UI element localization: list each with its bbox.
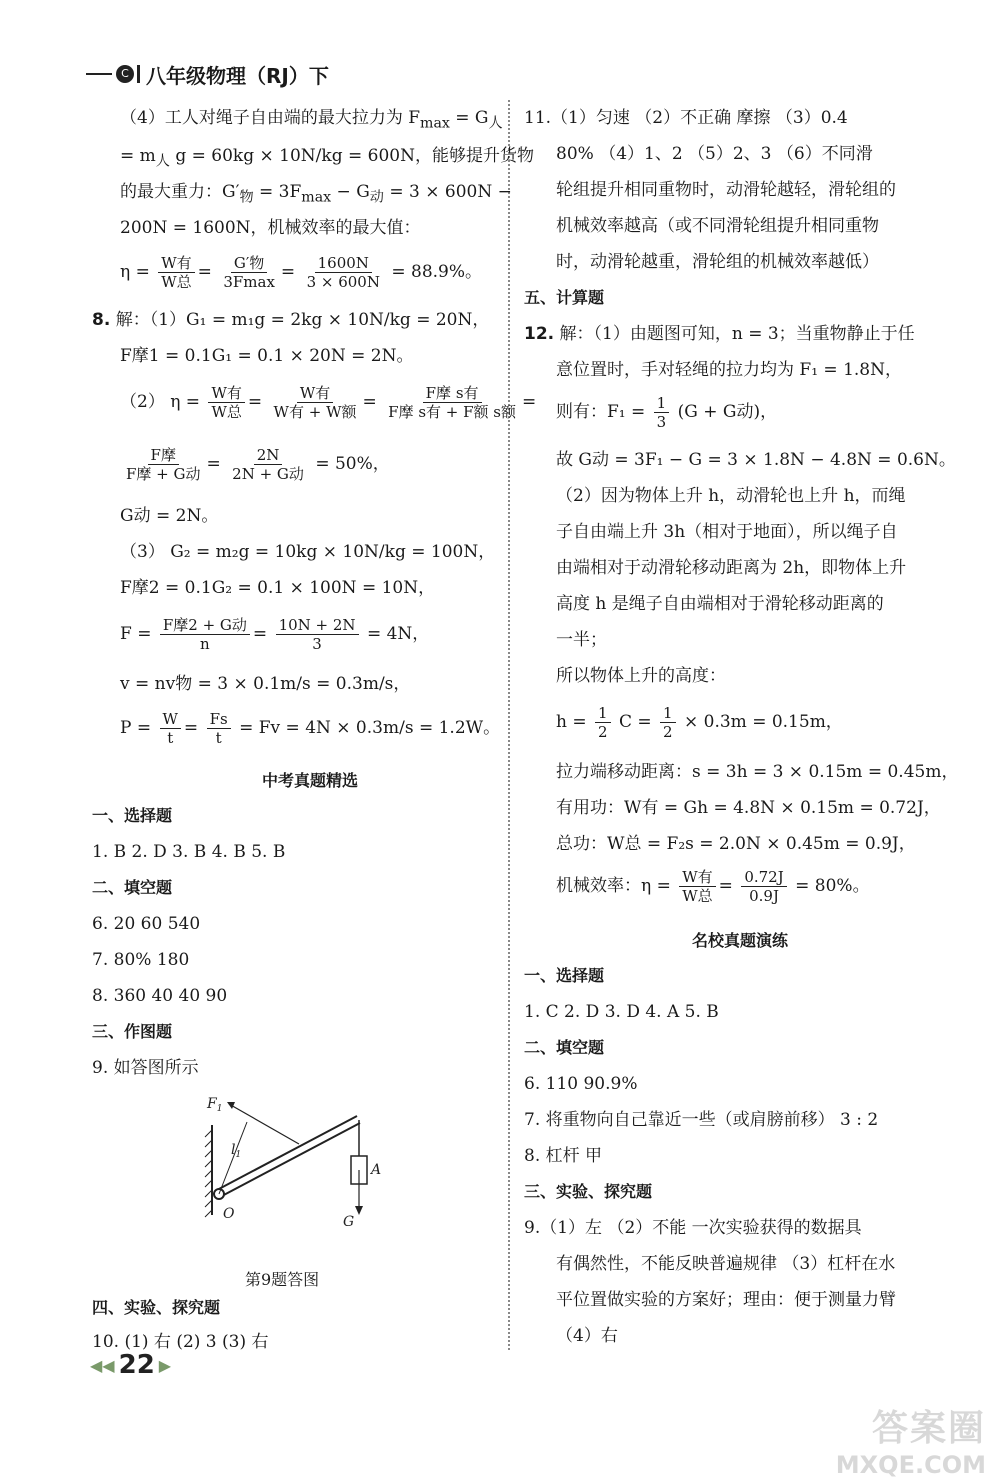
q8-line-1: 8. 解：（1）G₁ = m₁g = 2kg × 10N/kg = 20N，	[92, 310, 490, 330]
q8-line-9: v = nv物 = 3 × 0.1m/s = 0.3m/s，	[120, 674, 411, 694]
q12-line-8: 高度 h 是绳子自由端相对于滑轮移动距离的	[556, 594, 884, 614]
q12-line-1: 12. 解：（1）由题图可知，n = 3；当重物静止于任	[524, 324, 915, 344]
mx-answer-9-line-3: 平位置做实验的方案好；理由：便于测量力臂	[556, 1290, 896, 1310]
q7-line-3: 的最大重力：$G'_物 = 3F_{max} - G_动 = 3 \times 600N$ −	[120, 182, 512, 206]
q11-line-2: 80% （4）1、2 （5）2、3 （6）不同滑	[556, 144, 873, 164]
q12-line-7: 由端相对于动滑轮移动距离为 2h，即物体上升	[556, 558, 907, 578]
q8-line-10: P = $\frac{W}{t}$ = $\frac{Fs}{t}$ = Fv = 4N × 0.3m/s = 1.2W。	[120, 710, 501, 747]
q12-line-10: 所以物体上升的高度：	[556, 666, 726, 686]
mx-answer-9-line-4: （4）右	[556, 1326, 618, 1346]
q12-line-3: 则有：F₁ = $\frac{1}{3}$ (G + G动)，	[556, 394, 778, 431]
mx-section-fill: 二、填空题	[524, 1038, 605, 1057]
book-logo-icon: C	[116, 65, 134, 83]
q12-line-2: 意位置时，手对轻绳的拉力均为 F₁ = 1.8N，	[556, 360, 902, 380]
page-number: ◀◀ 22 ▶	[90, 1350, 172, 1380]
arrow-left-icon: ◀◀	[90, 1355, 115, 1375]
label-l1: $l_1$	[231, 1142, 242, 1160]
zk-section-fill: 二、填空题	[92, 878, 173, 897]
q12-line-5: （2）因为物体上升 h，动滑轮也上升 h，而绳	[556, 486, 906, 506]
zk-answer-choice: 1. B 2. D 3. B 4. B 5. B	[92, 842, 286, 862]
section-title-mingxiao: 名校真题演练	[691, 931, 788, 950]
mx-answer-choice: 1. C 2. D 3. D 4. A 5. B	[524, 1002, 719, 1022]
zk-section-experiment: 四、实验、探究题	[92, 1298, 221, 1317]
q12-line-6: 子自由端上升 3h（相对于地面），所以绳子自	[556, 522, 898, 542]
q8-line-8: F = $\frac{\text{F摩2 + G动}}{n}$ = $\frac{10N + 2N}{3}$ = 4N，	[120, 616, 430, 653]
mx-answer-8: 8. 杠杆 甲	[524, 1146, 603, 1166]
q7-line-4: 200N = 1600N，机械效率的最大值：	[120, 218, 421, 238]
page-header	[86, 58, 329, 90]
q8-line-6: （3） G₂ = m₂g = 10kg × 10N/kg = 100N，	[120, 542, 496, 562]
zk-answer-6: 6. 20 60 540	[92, 914, 201, 934]
q12-line-13: 有用功：W有 = Gh = 4.8N × 0.15m = 0.72J，	[556, 798, 941, 818]
mx-section-choice: 一、选择题	[524, 966, 605, 985]
q11-line-1: 11.（1）匀速 （2）不正确 摩擦 （3）0.4	[524, 108, 848, 128]
mx-answer-7: 7. 将重物向自己靠近一些（或肩膀前移） 3 : 2	[524, 1110, 879, 1130]
zk-section-drawing: 三、作图题	[92, 1022, 173, 1041]
q12-line-4: 故 G动 = 3F₁ − G = 3 × 1.8N − 4.8N = 0.6N。	[556, 450, 956, 470]
zk-answer-7: 7. 80% 180	[92, 950, 190, 970]
q12-line-12: 拉力端移动距离：s = 3h = 3 × 0.15m = 0.45m，	[556, 762, 959, 782]
q8-line-5: G动 = 2N。	[120, 506, 219, 526]
q12-line-15: 机械效率：η = $\frac{\text{W有}}{\text{W总}}$ = $\frac{0.72J}{0.9J}$ = 80%。	[556, 868, 870, 905]
zk-answer-9: 9. 如答图所示	[92, 1058, 199, 1078]
q12-line-9: 一半；	[556, 630, 607, 650]
mx-section-experiment: 三、实验、探究题	[524, 1182, 653, 1201]
watermark: 答案圈 MXQE.COM	[835, 1408, 986, 1479]
q11-line-3: 轮组提升相同重物时，动滑轮越轻，滑轮组的	[556, 180, 896, 200]
column-divider	[508, 100, 510, 1350]
q7-line-2: = $m_人$ g = 60kg × 10N/kg = 600N，能够提升货物	[120, 146, 534, 170]
q7-line-1: （4）工人对绳子自由端的最大拉力为 $F_{max} = G_人$	[120, 108, 503, 132]
section-title-zhongkao: 中考真题精选	[261, 771, 358, 790]
book-title: 八年级物理（RJ）下	[146, 63, 329, 88]
label-f1: $F_1$	[207, 1096, 223, 1114]
q8-line-2: F摩1 = 0.1G₁ = 0.1 × 20N = 2N。	[120, 346, 414, 366]
zk-section-choice: 一、选择题	[92, 806, 173, 825]
mx-answer-9-line-2: 有偶然性，不能反映普遍规律 （3）杠杆在水	[556, 1254, 896, 1274]
q7-efficiency-formula: η = $\frac{\text{W有}}{\text{W总}}$ = $\frac{\text{G′物}}{3Fmax}$ = $\frac{1600N}{3 \times 600N}$ = 88.9%。	[120, 254, 483, 291]
label-o: O	[223, 1206, 235, 1222]
section-calc: 五、计算题	[524, 288, 605, 307]
q8-line-7: F摩2 = 0.1G₂ = 0.1 × 100N = 10N，	[120, 578, 436, 598]
q11-line-5: 时，动滑轮越重，滑轮组的机械效率越低）	[556, 252, 879, 272]
mx-answer-9-line-1: 9.（1）左 （2）不能 一次实验获得的数据具	[524, 1218, 862, 1238]
header-dash	[86, 73, 112, 75]
mx-answer-6: 6. 110 90.9%	[524, 1074, 638, 1094]
label-g: G	[343, 1214, 355, 1230]
arrow-right-icon: ▶	[158, 1355, 172, 1375]
q8-line-3: （2） η = $\frac{\text{W有}}{\text{W总}}$ = $\frac{\text{W有}}{\text{W有 + W额}}$ = $\frac{\text{F摩 s有}}{\text{F摩 s有 + F额 s额}}$ =	[120, 384, 537, 421]
zk-answer-10: 10. (1) 右 (2) 3 (3) 右	[92, 1332, 269, 1352]
q11-line-4: 机械效率越高（或不同滑轮组提升相同重物	[556, 216, 879, 236]
q12-line-11: h = $\frac{1}{2}$ C = $\frac{1}{2}$ × 0.3m = 0.15m，	[556, 704, 843, 741]
figure-caption: 第9题答图	[245, 1270, 320, 1289]
q8-line-4: $\frac{\text{F摩}}{\text{F摩 + G动}}$ = $\frac{2N}{\text{2N + G动}}$ = 50%，	[126, 446, 390, 483]
zk-answer-8: 8. 360 40 40 90	[92, 986, 228, 1006]
label-a: A	[371, 1162, 382, 1178]
q12-line-14: 总功：W总 = F₂s = 2.0N × 0.45m = 0.9J，	[556, 834, 916, 854]
lever-diagram	[195, 1090, 395, 1240]
header-bar	[137, 65, 140, 83]
